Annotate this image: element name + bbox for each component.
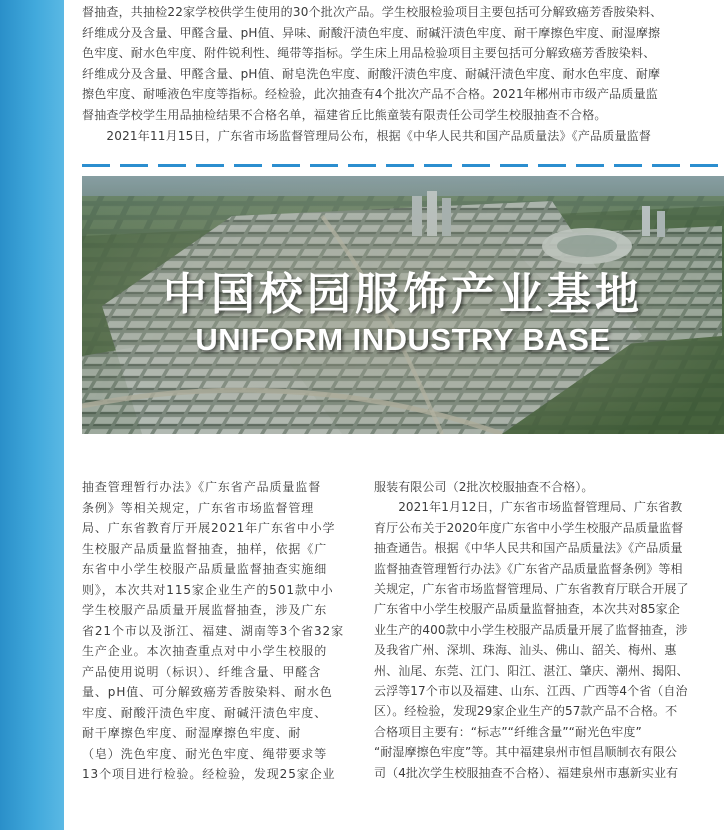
- top-line: 色牢度、耐水色牢度、附件锐利性、绳带等指标。学生床上用品检验项目主要包括可分解致癌芳香胺染料、: [82, 46, 656, 61]
- top-paragraph: [82, 2, 724, 146]
- left-line: 抽查管理暂行办法》《广东省产品质量监督: [82, 480, 322, 494]
- right-line: 监督抽查管理暂行办法》《广东省产品质量监督条例》等相: [374, 561, 683, 576]
- right-line: 服装有限公司（2批次校服抽查不合格）。: [374, 480, 594, 494]
- left-line: 东省中小学生校服产品质量监督抽查实施细: [82, 562, 328, 576]
- right-line: 育厅公布关于2020年度广东省中小学生校服产品质量监督: [374, 520, 684, 535]
- left-line: 13个项目进行检验。经检验，发现25家企业: [82, 767, 336, 781]
- right-line: 云浮等17个市以及福建、山东、江西、广西等4个省（自治: [374, 684, 688, 699]
- top-line: 督抽查学校学生用品抽检结果不合格名单，福建省丘比熊童装有限责任公司学生校服抽查不合格。: [82, 107, 607, 122]
- right-column-text: [374, 477, 724, 783]
- left-line: 局、广东省教育厅开展2021年广东省中小学: [82, 521, 336, 535]
- top-line: 督抽查，共抽检22家学校供学生使用的30个批次产品。学生校服检验项目主要包括可分解致癌芳香胺染料、: [82, 5, 663, 19]
- right-line: 抽查通告。根据《中华人民共和国产品质量法》《产品质量: [374, 541, 683, 556]
- left-line: 牢度、耐酸汗渍色牢度、耐碱汗渍色牢度、: [82, 705, 328, 720]
- right-line: 业生产的400款中小学生校服产品质量开展了监督抽查，涉: [374, 622, 688, 637]
- left-line: 产品使用说明（标识）、纤维含量、甲醛含: [82, 664, 322, 679]
- left-line: 量、pH值、可分解致癌芳香胺染料、耐水色: [82, 685, 333, 699]
- left-line: 则》，本次共对115家企业生产的501款中小: [82, 582, 334, 597]
- industry-base-aerial-photo: [82, 176, 724, 434]
- left-color-band: [0, 0, 64, 830]
- right-line: 及我省广州、深圳、珠海、汕头、佛山、韶关、梅州、惠: [374, 643, 677, 658]
- left-line: 条例》等相关规定，广东省市场监督管理: [82, 500, 315, 515]
- top-line: 纤维成分及含量、甲醛含量、pH值、耐皂洗色牢度、耐酸汗渍色牢度、耐碱汗渍色牢度、耐水色牢度、耐摩: [82, 66, 661, 81]
- left-line: 生校服产品质量监督抽查，抽样，依据《广: [82, 541, 328, 556]
- dashed-divider: [82, 164, 724, 167]
- left-line: 省21个市以及浙江、福建、湖南等3个省32家: [82, 623, 344, 638]
- right-line: 合格项目主要有：“标志”“纤维含量”“耐光色牢度”: [374, 724, 642, 739]
- right-line: 区）。经检验，发现29家企业生产的57款产品不合格。不: [374, 704, 678, 719]
- right-line: 关规定，广东省市场监督管理局、广东省教育厅联合开展了: [374, 582, 689, 597]
- top-line: 擦色牢度、耐唾液色牢度等指标。经检验，此次抽查有4个批次产品不合格。2021年郴州市市级产品质量监: [82, 87, 658, 102]
- right-line: “耐湿摩擦色牢度”等。其中福建泉州市恒昌顺制衣有限公: [374, 745, 678, 760]
- right-line: 2021年1月12日，广东省市场监督管理局、广东省教: [374, 500, 683, 515]
- right-line: 州、汕尾、东莞、江门、阳江、湛江、肇庆、潮州、揭阳、: [374, 663, 689, 678]
- top-line: 2021年11月15日，广东省市场监督管理局公布，根据《中华人民共和国产品质量法》《产品质量监督: [82, 128, 652, 143]
- right-line: 广东省中小学生校服产品质量监督抽查，本次共对85家企: [374, 602, 680, 617]
- left-line: （皂）洗色牢度、耐光色牢度、绳带要求等: [82, 746, 328, 761]
- top-line: 纤维成分及含量、甲醛含量、pH值、异味、耐酸汗渍色牢度、耐碱汗渍色牢度、耐干摩擦色牢度、耐湿摩擦: [82, 25, 661, 40]
- right-line: 司（4批次学生校服抽查不合格）、福建泉州市惠新实业有: [374, 765, 679, 780]
- left-line: 耐干摩擦色牢度、耐湿摩擦色牢度、耐: [82, 726, 302, 740]
- left-column-text: [82, 477, 350, 785]
- banner-title-english: UNIFORM INDUSTRY BASE: [195, 322, 611, 357]
- banner-title-chinese: 中国校园服饰产业基地: [163, 269, 643, 320]
- left-line: 学生校服产品质量开展监督抽查，涉及广东: [82, 603, 328, 617]
- left-line: 生产企业。本次抽查重点对中小学生校服的: [82, 644, 328, 658]
